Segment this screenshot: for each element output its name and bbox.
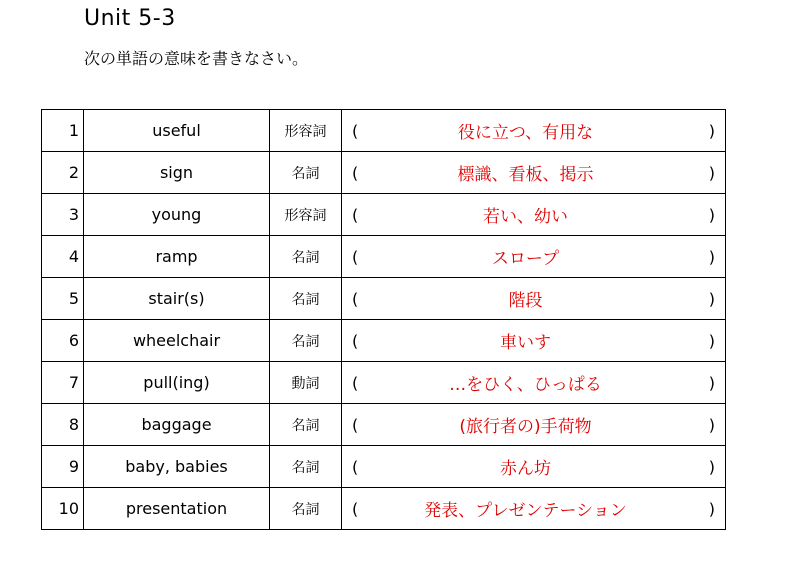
meaning-cell [342,110,726,152]
row-number: 7 [42,362,84,404]
close-paren: ) [708,247,715,266]
open-paren: ( [352,121,359,140]
row-number: 10 [42,488,84,530]
close-paren: ) [708,415,715,434]
table-row [42,110,726,152]
meaning-cell [342,404,726,446]
japanese-meaning: スロープ [491,249,560,269]
part-of-speech: 名詞 [270,320,342,362]
meaning-cell [342,236,726,278]
table-row [42,278,726,320]
japanese-meaning: 発表、プレゼンテーション [424,501,627,521]
row-number: 6 [42,320,84,362]
close-paren: ) [708,205,715,224]
row-number: 8 [42,404,84,446]
vocabulary-table-body [42,110,726,530]
part-of-speech: 名詞 [270,404,342,446]
meaning-cell [342,488,726,530]
close-paren: ) [708,289,715,308]
table-row [42,362,726,404]
english-word: baby, babies [84,446,270,488]
meaning-cell [342,362,726,404]
english-word: young [84,194,270,236]
open-paren: ( [352,205,359,224]
meaning-cell [342,152,726,194]
table-row [42,404,726,446]
english-word: stair(s) [84,278,270,320]
part-of-speech: 名詞 [270,278,342,320]
japanese-meaning: 階段 [508,291,543,311]
part-of-speech: 名詞 [270,152,342,194]
table-row [42,320,726,362]
japanese-meaning: 若い、幼い [483,207,568,227]
table-row [42,488,726,530]
close-paren: ) [708,499,715,518]
japanese-meaning: 標識、看板、掲示 [457,165,594,185]
table-row [42,236,726,278]
english-word: useful [84,110,270,152]
part-of-speech: 名詞 [270,446,342,488]
part-of-speech: 形容詞 [270,194,342,236]
open-paren: ( [352,289,359,308]
english-word: pull(ing) [84,362,270,404]
part-of-speech: 名詞 [270,488,342,530]
close-paren: ) [708,163,715,182]
close-paren: ) [708,457,715,476]
instruction-text: 次の単語の意味を書きなさい。 [84,49,309,68]
row-number: 4 [42,236,84,278]
row-number: 3 [42,194,84,236]
table-row [42,194,726,236]
row-number: 2 [42,152,84,194]
row-number: 1 [42,110,84,152]
japanese-meaning: (旅行者の)手荷物 [459,417,592,437]
close-paren: ) [708,373,715,392]
row-number: 5 [42,278,84,320]
open-paren: ( [352,163,359,182]
page-title: Unit 5-3 [84,6,176,31]
japanese-meaning: 赤ん坊 [500,459,551,479]
meaning-cell [342,320,726,362]
english-word: presentation [84,488,270,530]
open-paren: ( [352,247,359,266]
part-of-speech: 形容詞 [270,110,342,152]
part-of-speech: 動詞 [270,362,342,404]
japanese-meaning: …をひく、ひっぱる [449,375,602,395]
row-number: 9 [42,446,84,488]
meaning-cell [342,446,726,488]
close-paren: ) [708,331,715,350]
english-word: wheelchair [84,320,270,362]
japanese-meaning: 車いす [500,333,551,353]
english-word: sign [84,152,270,194]
open-paren: ( [352,457,359,476]
meaning-cell [342,278,726,320]
vocabulary-table [41,109,726,530]
close-paren: ) [708,121,715,140]
open-paren: ( [352,415,359,434]
open-paren: ( [352,499,359,518]
english-word: ramp [84,236,270,278]
table-row [42,152,726,194]
open-paren: ( [352,331,359,350]
open-paren: ( [352,373,359,392]
meaning-cell [342,194,726,236]
part-of-speech: 名詞 [270,236,342,278]
table-row [42,446,726,488]
japanese-meaning: 役に立つ、有用な [457,123,594,143]
english-word: baggage [84,404,270,446]
